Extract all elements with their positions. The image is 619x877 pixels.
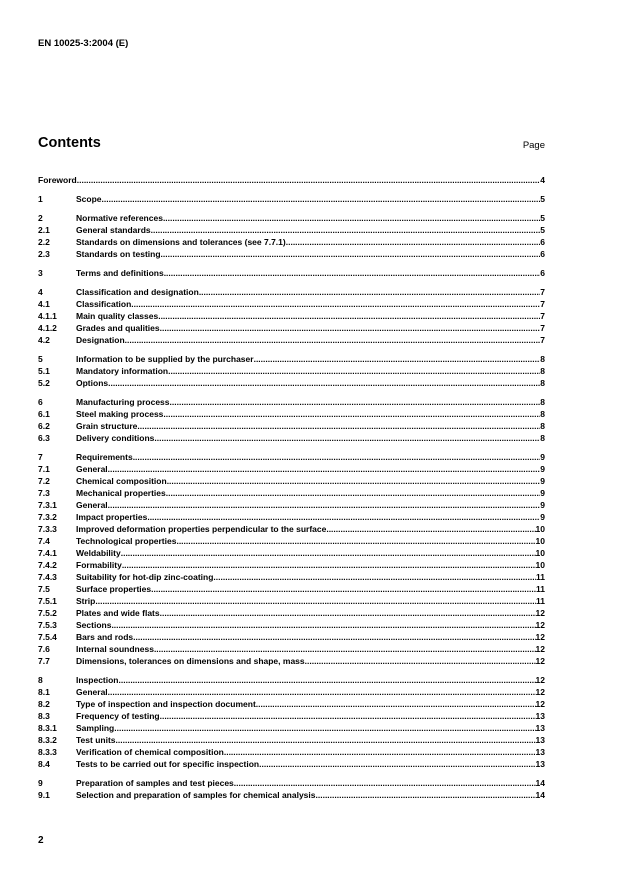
toc-entry-number: 8.3 bbox=[38, 711, 50, 721]
dot-leader bbox=[259, 758, 535, 770]
toc-entry-title: Plates and wide flats bbox=[76, 608, 160, 618]
toc-entry-number: 6.2 bbox=[38, 421, 50, 431]
dot-leader bbox=[326, 523, 535, 535]
dot-leader bbox=[224, 746, 536, 758]
toc-entry[interactable] bbox=[38, 248, 545, 260]
toc-entry-page: 8 bbox=[540, 397, 545, 407]
toc-entry[interactable] bbox=[38, 236, 545, 248]
toc-entry-page: 7 bbox=[540, 299, 545, 309]
toc-entry-page: 8 bbox=[540, 366, 545, 376]
toc-entry-number: 4.1.2 bbox=[38, 323, 57, 333]
toc-entry-title: Dimensions, tolerances on dimensions and shape, mass bbox=[76, 656, 305, 666]
toc-entry-title: Chemical composition bbox=[76, 476, 167, 486]
toc-entry[interactable] bbox=[38, 432, 545, 444]
section-gap bbox=[38, 279, 545, 286]
section-gap bbox=[38, 389, 545, 396]
toc-entry-page: 11 bbox=[536, 584, 545, 594]
toc-entry[interactable] bbox=[38, 674, 545, 686]
toc-entry[interactable] bbox=[38, 734, 545, 746]
toc-entry[interactable] bbox=[38, 722, 545, 734]
toc-entry[interactable] bbox=[38, 631, 545, 643]
toc-entry-number: 8 bbox=[38, 675, 43, 685]
toc-entry-page: 5 bbox=[540, 225, 545, 235]
toc-entry-title: Scope bbox=[76, 194, 102, 204]
toc-entry-title: Grain structure bbox=[76, 421, 138, 431]
toc-entry[interactable] bbox=[38, 710, 545, 722]
dot-leader bbox=[199, 286, 540, 298]
dot-leader bbox=[254, 353, 541, 365]
toc-entry-title: Suitability for hot-dip zinc-coating bbox=[76, 572, 214, 582]
dot-leader bbox=[108, 686, 536, 698]
toc-entry[interactable] bbox=[38, 310, 545, 322]
toc-entry-page: 8 bbox=[540, 354, 545, 364]
toc-entry[interactable] bbox=[38, 286, 545, 298]
toc-entry-page: 9 bbox=[540, 500, 545, 510]
toc-entry[interactable] bbox=[38, 298, 545, 310]
dot-leader bbox=[119, 674, 536, 686]
toc-entry[interactable] bbox=[38, 523, 545, 535]
toc-entry[interactable] bbox=[38, 212, 545, 224]
toc-entry-title: Terms and definitions bbox=[76, 268, 164, 278]
dot-leader bbox=[163, 408, 540, 420]
toc-entry-title: Inspection bbox=[76, 675, 119, 685]
toc-entry[interactable] bbox=[38, 322, 545, 334]
toc-entry-number: 5.2 bbox=[38, 378, 50, 388]
contents-title: Contents bbox=[38, 135, 101, 151]
toc-entry-page: 9 bbox=[540, 476, 545, 486]
toc-entry[interactable] bbox=[38, 547, 545, 559]
toc-entry-page: 9 bbox=[540, 452, 545, 462]
toc-entry-title: Foreword bbox=[38, 175, 77, 185]
toc-entry-number: 5 bbox=[38, 354, 43, 364]
dot-leader bbox=[111, 619, 535, 631]
toc-entry-page: 8 bbox=[540, 378, 545, 388]
toc-entry[interactable] bbox=[38, 463, 545, 475]
section-gap bbox=[38, 770, 545, 777]
toc-entry-number: 7.3.2 bbox=[38, 512, 57, 522]
toc-entry-page: 13 bbox=[535, 723, 545, 733]
dot-leader bbox=[125, 334, 541, 346]
toc-entry-number: 7.2 bbox=[38, 476, 50, 486]
document-header: EN 10025-3:2004 (E) bbox=[38, 38, 129, 49]
dot-leader bbox=[114, 722, 535, 734]
dot-leader bbox=[133, 451, 541, 463]
toc-entry-page: 12 bbox=[535, 608, 545, 618]
toc-entry[interactable] bbox=[38, 758, 545, 770]
toc-entry-number: 2.1 bbox=[38, 225, 50, 235]
dot-leader bbox=[137, 420, 540, 432]
dot-leader bbox=[234, 777, 536, 789]
toc-entry-page: 11 bbox=[536, 596, 545, 606]
toc-entry-title: Improved deformation properties perpendicular to the surface bbox=[76, 524, 327, 534]
toc-entry[interactable] bbox=[38, 267, 545, 279]
toc-entry-title: Internal soundness bbox=[76, 644, 154, 654]
toc-entry[interactable] bbox=[38, 559, 545, 571]
dot-leader bbox=[77, 174, 541, 186]
toc-entry[interactable] bbox=[38, 377, 545, 389]
toc-entry-title: Options bbox=[76, 378, 109, 388]
toc-entry-page: 5 bbox=[540, 194, 545, 204]
toc-entry-number: 5.1 bbox=[38, 366, 50, 376]
toc-entry-title: Normative references bbox=[76, 213, 163, 223]
dot-leader bbox=[108, 377, 540, 389]
toc-entry-page: 7 bbox=[540, 323, 545, 333]
toc-entry[interactable] bbox=[38, 619, 545, 631]
dot-leader bbox=[108, 463, 541, 475]
toc-entry-page: 6 bbox=[540, 268, 545, 278]
toc-entry-title: Manufacturing process bbox=[76, 397, 170, 407]
dot-leader bbox=[147, 511, 540, 523]
toc-entry[interactable] bbox=[38, 698, 545, 710]
toc-entry-title: Verification of chemical composition bbox=[76, 747, 224, 757]
toc-entry-title: Classification and designation bbox=[76, 287, 199, 297]
toc-entry[interactable] bbox=[38, 571, 545, 583]
toc-entry-number: 4 bbox=[38, 287, 43, 297]
toc-entry-number: 2.2 bbox=[38, 237, 50, 247]
toc-entry-page: 12 bbox=[535, 620, 545, 630]
toc-entry-page: 10 bbox=[535, 548, 545, 558]
toc-entry-number: 7.3.3 bbox=[38, 524, 57, 534]
toc-entry-page: 12 bbox=[535, 656, 545, 666]
toc-entry-number: 6.3 bbox=[38, 433, 50, 443]
toc-entry-page: 12 bbox=[535, 675, 545, 685]
toc-entry[interactable] bbox=[38, 777, 545, 789]
toc-entry-title: General bbox=[76, 687, 108, 697]
dot-leader bbox=[154, 432, 540, 444]
toc-entry-page: 9 bbox=[540, 488, 545, 498]
section-gap bbox=[38, 205, 545, 212]
toc-entry-number: 7.3 bbox=[38, 488, 50, 498]
toc-entry-number: 8.1 bbox=[38, 687, 50, 697]
dot-leader bbox=[116, 734, 536, 746]
toc-entry-title: Test units bbox=[76, 735, 116, 745]
dot-leader bbox=[164, 267, 541, 279]
toc-entry-title: Preparation of samples and test pieces bbox=[76, 778, 234, 788]
dot-leader bbox=[151, 583, 536, 595]
dot-leader bbox=[122, 559, 536, 571]
toc-entry-title: Technological properties bbox=[76, 536, 177, 546]
toc-entry[interactable] bbox=[38, 353, 545, 365]
toc-entry-page: 9 bbox=[540, 512, 545, 522]
toc-entry-page: 12 bbox=[535, 699, 545, 709]
toc-entry-number: 7.4.1 bbox=[38, 548, 57, 558]
toc-entry-number: 9 bbox=[38, 778, 43, 788]
dot-leader bbox=[121, 547, 536, 559]
toc-entry[interactable] bbox=[38, 499, 545, 511]
toc-entry-title: Sections bbox=[76, 620, 112, 630]
toc-entry[interactable] bbox=[38, 408, 545, 420]
toc-entry-number: 2.3 bbox=[38, 249, 50, 259]
dot-leader bbox=[160, 322, 541, 334]
toc-entry-title: General standards bbox=[76, 225, 151, 235]
toc-entry-page: 10 bbox=[535, 560, 545, 570]
toc-entry-page: 10 bbox=[535, 536, 545, 546]
toc-entry-page: 8 bbox=[540, 421, 545, 431]
toc-entry-page: 4 bbox=[540, 175, 545, 185]
toc-entry[interactable] bbox=[38, 420, 545, 432]
dot-leader bbox=[151, 224, 541, 236]
toc-entry-title: Designation bbox=[76, 335, 125, 345]
dot-leader bbox=[108, 499, 541, 511]
toc-entry-page: 7 bbox=[540, 287, 545, 297]
toc-entry-number: 6 bbox=[38, 397, 43, 407]
toc-entry-page: 13 bbox=[535, 711, 545, 721]
toc-entry-number: 4.2 bbox=[38, 335, 50, 345]
section-gap bbox=[38, 186, 545, 193]
dot-leader bbox=[166, 487, 541, 499]
section-gap bbox=[38, 346, 545, 353]
toc-entry-title: Weldability bbox=[76, 548, 121, 558]
toc-entry-page: 8 bbox=[540, 433, 545, 443]
toc-entry-title: General bbox=[76, 464, 108, 474]
toc-entry-page: 6 bbox=[540, 237, 545, 247]
toc-entry-title: Requirements bbox=[76, 452, 133, 462]
toc-entry-title: Bars and rods bbox=[76, 632, 134, 642]
toc-entry[interactable] bbox=[38, 365, 545, 377]
toc-entry-number: 7.4 bbox=[38, 536, 50, 546]
section-gap bbox=[38, 444, 545, 451]
toc-entry-title: Information to be supplied by the purchaser bbox=[76, 354, 254, 364]
toc-entry-page: 8 bbox=[540, 409, 545, 419]
page-number: 2 bbox=[38, 835, 44, 846]
toc-entry-page: 12 bbox=[535, 644, 545, 654]
toc-entry-title: Classification bbox=[76, 299, 132, 309]
section-gap bbox=[38, 260, 545, 267]
dot-leader bbox=[158, 310, 540, 322]
toc-entry[interactable] bbox=[38, 511, 545, 523]
section-gap bbox=[38, 667, 545, 674]
toc-entry-title: Selection and preparation of samples for chemical analysis bbox=[76, 790, 316, 800]
toc-entry-number: 7.4.3 bbox=[38, 572, 57, 582]
toc-entry[interactable] bbox=[38, 174, 545, 186]
toc-entry-number: 8.3.2 bbox=[38, 735, 57, 745]
toc-entry[interactable] bbox=[38, 193, 545, 205]
dot-leader bbox=[131, 298, 540, 310]
toc-entry-number: 8.3.1 bbox=[38, 723, 57, 733]
toc-entry-page: 13 bbox=[535, 747, 545, 757]
toc-entry-title: Standards on dimensions and tolerances (see 7.7.1) bbox=[76, 237, 286, 247]
toc-entry-number: 3 bbox=[38, 268, 43, 278]
toc-entry-number: 7.5.1 bbox=[38, 596, 57, 606]
dot-leader bbox=[316, 789, 536, 801]
dot-leader bbox=[160, 710, 536, 722]
toc-entry-number: 7.4.2 bbox=[38, 560, 57, 570]
toc-entry-title: Mechanical properties bbox=[76, 488, 166, 498]
toc-entry[interactable] bbox=[38, 583, 545, 595]
toc-entry-title: Main quality classes bbox=[76, 311, 159, 321]
toc-entry-title: Delivery conditions bbox=[76, 433, 155, 443]
toc-entry[interactable] bbox=[38, 686, 545, 698]
toc-entry[interactable] bbox=[38, 746, 545, 758]
toc-entry-number: 6.1 bbox=[38, 409, 50, 419]
dot-leader bbox=[168, 365, 540, 377]
toc-entry-number: 7.5.2 bbox=[38, 608, 57, 618]
toc-entry-title: Sampling bbox=[76, 723, 115, 733]
toc-entry[interactable] bbox=[38, 607, 545, 619]
toc-entry-title: Impact properties bbox=[76, 512, 148, 522]
toc-entry-title: Steel making process bbox=[76, 409, 164, 419]
dot-leader bbox=[160, 607, 536, 619]
toc-entry-page: 13 bbox=[535, 759, 545, 769]
dot-leader bbox=[167, 475, 541, 487]
toc-entry-number: 7.5 bbox=[38, 584, 50, 594]
toc-entry-number: 8.4 bbox=[38, 759, 50, 769]
toc-entry-number: 7.6 bbox=[38, 644, 50, 654]
toc-entry-number: 7.7 bbox=[38, 656, 50, 666]
dot-leader bbox=[170, 396, 541, 408]
toc-entry-title: Formability bbox=[76, 560, 122, 570]
toc-entry-number: 2 bbox=[38, 213, 43, 223]
dot-leader bbox=[305, 655, 536, 667]
table-of-contents bbox=[38, 174, 545, 801]
toc-entry-title: Tests to be carried out for specific inspection bbox=[76, 759, 260, 769]
toc-entry-title: Type of inspection and inspection document bbox=[76, 699, 256, 709]
dot-leader bbox=[154, 643, 536, 655]
toc-entry[interactable] bbox=[38, 487, 545, 499]
toc-entry-page: 13 bbox=[535, 735, 545, 745]
toc-entry-number: 8.2 bbox=[38, 699, 50, 709]
toc-entry-page: 10 bbox=[535, 524, 545, 534]
toc-entry-page: 9 bbox=[540, 464, 545, 474]
dot-leader bbox=[102, 193, 541, 205]
toc-entry-title: Mandatory information bbox=[76, 366, 169, 376]
toc-entry-number: 1 bbox=[38, 194, 43, 204]
toc-entry[interactable] bbox=[38, 224, 545, 236]
dot-leader bbox=[213, 571, 536, 583]
toc-entry[interactable] bbox=[38, 643, 545, 655]
toc-entry[interactable] bbox=[38, 789, 545, 801]
toc-entry-number: 7 bbox=[38, 452, 43, 462]
toc-entry-number: 4.1 bbox=[38, 299, 50, 309]
toc-entry-page: 5 bbox=[540, 213, 545, 223]
dot-leader bbox=[256, 698, 536, 710]
toc-entry-number: 7.3.1 bbox=[38, 500, 57, 510]
toc-entry-title: Strip bbox=[76, 596, 96, 606]
toc-entry-title: Frequency of testing bbox=[76, 711, 160, 721]
toc-entry[interactable] bbox=[38, 451, 545, 463]
toc-entry-title: Standards on testing bbox=[76, 249, 161, 259]
page-column-label: Page bbox=[522, 140, 545, 151]
dot-leader bbox=[176, 535, 535, 547]
toc-entry-page: 14 bbox=[535, 778, 545, 788]
toc-entry[interactable] bbox=[38, 535, 545, 547]
toc-entry-number: 9.1 bbox=[38, 790, 50, 800]
toc-entry-page: 12 bbox=[535, 632, 545, 642]
toc-entry[interactable] bbox=[38, 595, 545, 607]
toc-entry-page: 11 bbox=[536, 572, 545, 582]
toc-entry-title: Surface properties bbox=[76, 584, 152, 594]
toc-entry[interactable] bbox=[38, 396, 545, 408]
toc-entry-page: 14 bbox=[535, 790, 545, 800]
toc-entry-number: 7.5.4 bbox=[38, 632, 57, 642]
toc-entry[interactable] bbox=[38, 655, 545, 667]
toc-entry[interactable] bbox=[38, 475, 545, 487]
toc-entry-page: 12 bbox=[535, 687, 545, 697]
toc-entry-number: 7.5.3 bbox=[38, 620, 57, 630]
toc-entry-page: 7 bbox=[540, 311, 545, 321]
toc-entry-number: 8.3.3 bbox=[38, 747, 57, 757]
toc-entry-title: General bbox=[76, 500, 108, 510]
dot-leader bbox=[163, 212, 540, 224]
dot-leader bbox=[133, 631, 535, 643]
toc-entry-page: 6 bbox=[540, 249, 545, 259]
toc-entry-page: 7 bbox=[540, 335, 545, 345]
dot-leader bbox=[95, 595, 536, 607]
toc-entry[interactable] bbox=[38, 334, 545, 346]
dot-leader bbox=[286, 236, 541, 248]
toc-entry-number: 4.1.1 bbox=[38, 311, 57, 321]
dot-leader bbox=[161, 248, 541, 260]
toc-entry-number: 7.1 bbox=[38, 464, 50, 474]
toc-entry-title: Grades and qualities bbox=[76, 323, 160, 333]
